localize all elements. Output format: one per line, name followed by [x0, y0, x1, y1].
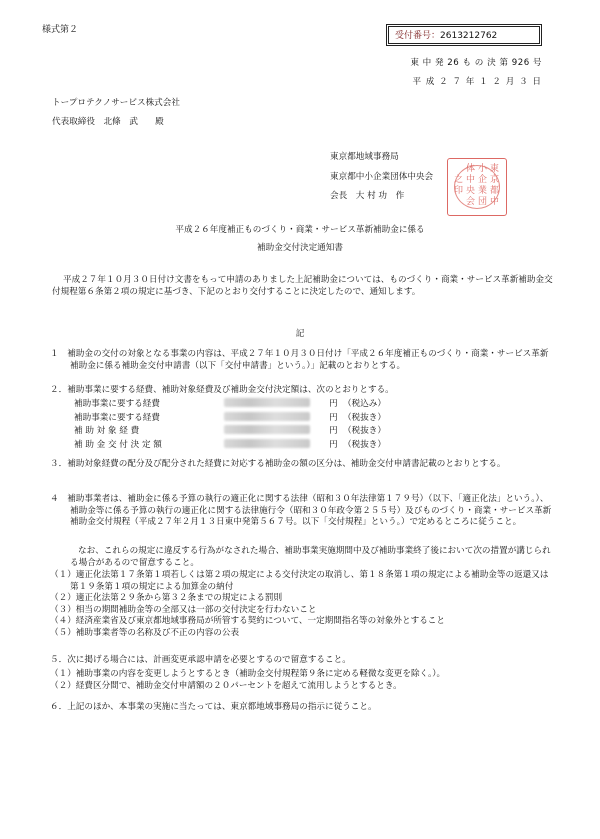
- seal-char: 体: [466, 164, 476, 174]
- expense-name: 補 助 対 象 経 費: [74, 426, 140, 437]
- document-number: 東 中 発 26 も の 決 第 926 号: [410, 58, 542, 68]
- seal-char: 会: [466, 197, 476, 207]
- seal-char: 之: [454, 175, 464, 185]
- list-item: （４）経済産業省及び東京都地域事務局が所管する契約について、一定期間指名等の対象外とすること: [50, 616, 445, 627]
- expense-name: 補助事業に要する経費: [74, 412, 160, 423]
- section-1: １ 補助金の交付の対象となる事業の内容は、平成２７年１０月３０日付け「平成２６年度補正ものづくり・商業・サービス革新補助金に係る補助金交付申請書（以下「交付申請書」という。）」記載のとおりとする。: [50, 349, 549, 371]
- seal-char: 中: [466, 175, 476, 185]
- document-title-line-1: 平成２６年度補正ものづくり・商業・サービス革新補助金に係る: [175, 225, 425, 235]
- section-3: ３．補助対象経費の配分及び配分された経費に対応する補助金の額の区分は、補助金交付申請書記載のとおりとする。: [50, 459, 506, 469]
- expense-amount-redacted: [224, 425, 329, 439]
- seal-char: 業: [478, 186, 488, 196]
- official-seal: [447, 158, 507, 216]
- expense-table: [74, 398, 386, 452]
- expense-row: [74, 398, 386, 412]
- section-2-heading: ２．補助事業に要する経費、補助対象経費及び補助金交付決定額は、次のとおりとする。: [50, 385, 394, 395]
- recipient-representative: 代表取締役 北條 武 殿: [52, 117, 164, 127]
- document-title-line-2: 補助金交付決定通知書: [257, 243, 343, 253]
- section-6: ６．上記のほか、本事業の実施に当たっては、東京都地域事務局の指示に従うこと。: [50, 702, 377, 712]
- expense-tax: （税抜き）: [343, 412, 386, 423]
- ki-heading: 記: [295, 329, 305, 339]
- expense-name: 補助事業に要する経費: [74, 399, 160, 409]
- receipt-number-box: [388, 26, 540, 44]
- expense-tax: （税抜き）: [343, 426, 386, 437]
- expense-amount-redacted: [224, 439, 329, 453]
- list-item: （２）経費区分間で、補助金交付申請額の２０パーセントを超えて流用しようとするとき。: [50, 680, 402, 691]
- receipt-label: 受付番号：: [395, 31, 441, 41]
- sender-organization: 東京都中小企業団体中央会: [330, 172, 434, 182]
- seal-char: 東: [490, 164, 500, 174]
- expense-amount-redacted: [224, 398, 329, 412]
- seal-char: 中: [490, 197, 500, 207]
- section-4-note: なお、これらの規定に違反する行為がなされた場合、補助事業実施期間中及び補助事業終了後において次の措置が講じられる場合があるので留意すること。: [70, 546, 551, 568]
- form-label: 様式第２: [42, 25, 79, 35]
- intro-paragraph: 平成２７年１０月３０日付け文書をもって申請のありました上記補助金については、ものづくり・商業・サービス革新補助金交付規程第６条第２項の規定に基づき、下記のとおり交付することに決定したので、通知します。: [52, 275, 553, 297]
- expense-row: [74, 425, 386, 439]
- seal-char: 企: [478, 175, 488, 185]
- list-item: （５）補助事業者等の名称及び不正の内容の公表: [50, 627, 240, 638]
- sender-head: 会長 大 村 功 作: [330, 191, 405, 201]
- seal-char: 京: [490, 175, 500, 185]
- list-item: （３）相当の期間補助金等の全部又は一部の交付決定を行わないこと: [50, 604, 317, 615]
- expense-row: [74, 439, 386, 453]
- receipt-number: 2613212762: [440, 31, 498, 41]
- expense-tax: （税込み）: [343, 399, 386, 409]
- section-5-cases: [50, 669, 555, 692]
- expense-tax: （税抜き）: [343, 439, 386, 450]
- seal-char: 団: [478, 197, 488, 207]
- expense-unit: 円: [329, 399, 338, 409]
- document-date: 平 成 ２ ７ 年 １ ２ 月 ３ 日: [412, 77, 542, 87]
- seal-char: 印: [454, 186, 464, 196]
- seal-char: 小: [478, 164, 488, 174]
- seal-char: 都: [490, 186, 500, 196]
- expense-row: [74, 412, 386, 426]
- expense-unit: 円: [329, 439, 338, 450]
- expense-unit: 円: [329, 412, 338, 423]
- seal-char: 央: [466, 186, 476, 196]
- section-5: ５．次に掲げる場合には、計画変更承認申請を必要とするので留意すること。: [50, 655, 351, 665]
- recipient-company: トープロテクノサービス株式会社: [52, 98, 180, 108]
- expense-amount-redacted: [224, 412, 329, 426]
- expense-unit: 円: [329, 426, 338, 437]
- list-item: （１）適正化法第１７条第１項若しくは第２項の規定による交付決定の取消し、第１８条第１項の規定による補助金等の返還又は第１９条第１項の規定による加算金の納付: [50, 570, 549, 592]
- sender-office: 東京都地域事務局: [330, 152, 399, 162]
- expense-name: 補 助 金 交 付 決 定 額: [74, 439, 162, 450]
- list-item: （１）補助事業の内容を変更しようとするとき（補助金交付規程第９条に定める軽微な変更を除く。）。: [50, 669, 446, 679]
- section-4-measures: [50, 570, 555, 640]
- section-4: ４ 補助事業者は、補助金に係る予算の執行の適正化に関する法律（昭和３０年法律第１７９号）（以下、「適正化法」という。）、補助金等に係る予算の執行の適正化に関する法律施行令（昭和３０年政令第２５５号）及びものづくり・商業・サービス革新補助金交付規程（平成２７年２月１３日東中発第５６７号。以下「交付規程」という。）で定めるところに従うこと。: [50, 494, 552, 528]
- list-item: （２）適正化法第２９条から第３２条までの規定による罰則: [50, 593, 283, 604]
